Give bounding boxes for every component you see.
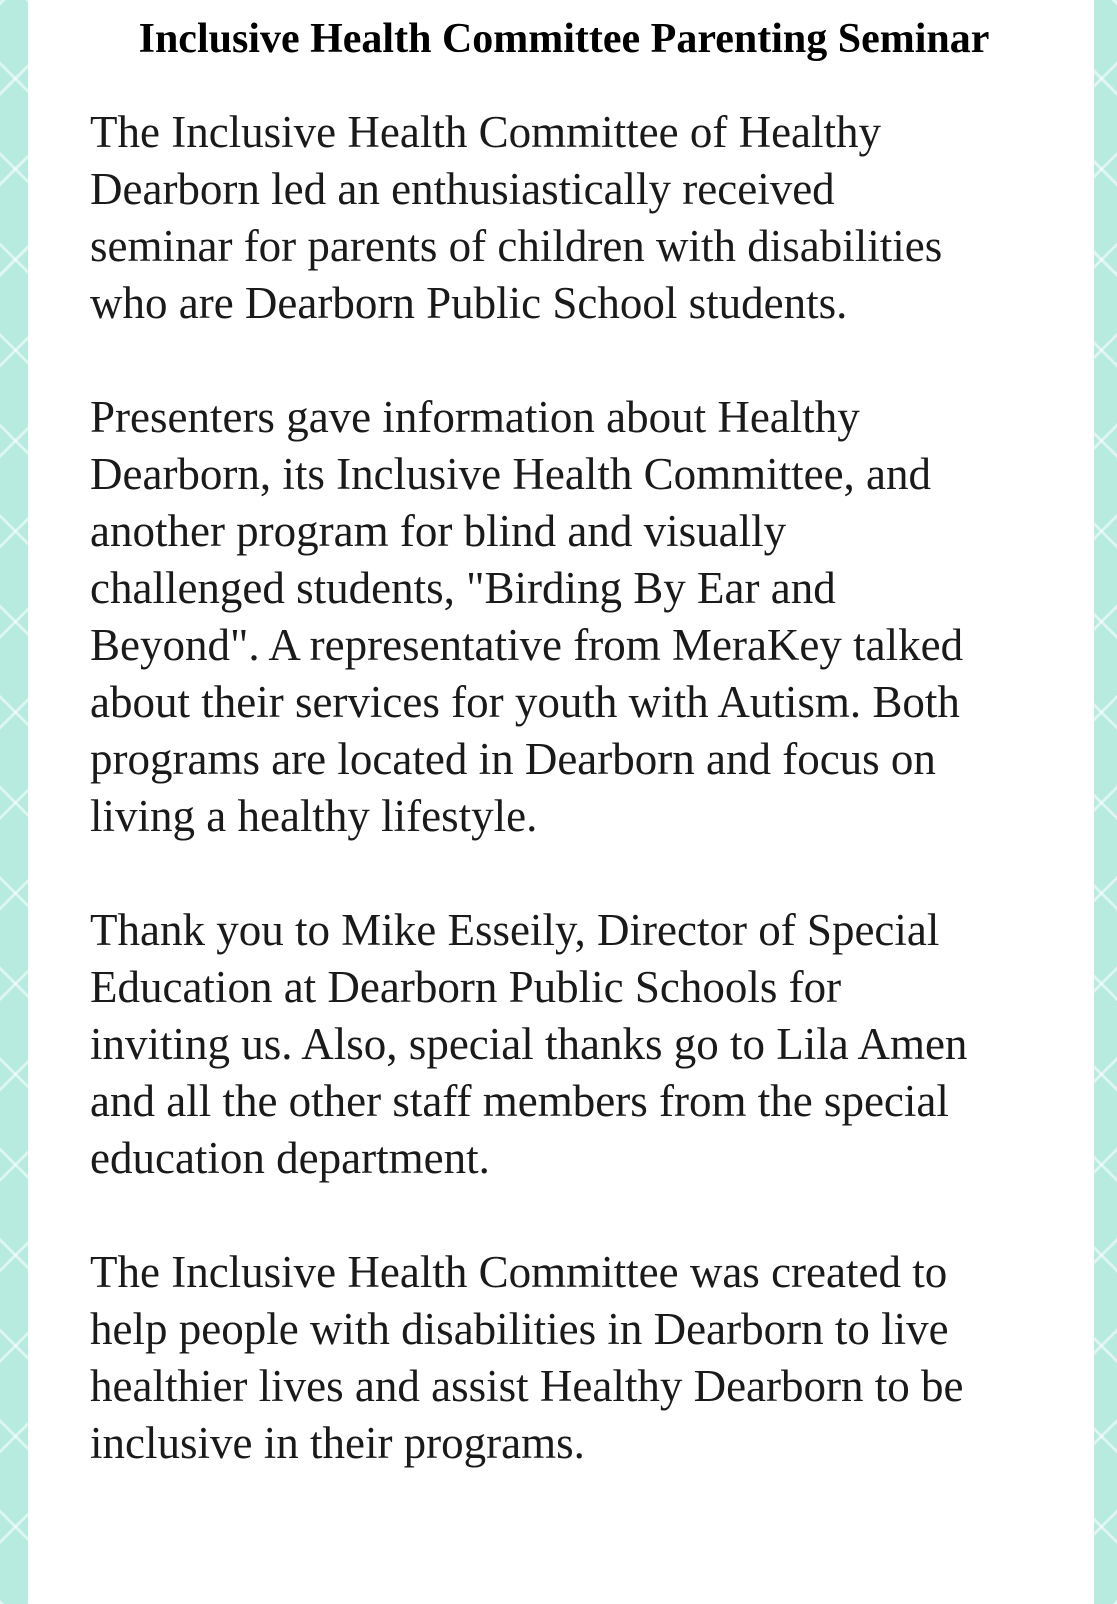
article-body xyxy=(90,104,1038,1472)
article-card xyxy=(28,0,1094,1604)
paragraph-thanks: Thank you to Mike Esseily, Director of Special Education at Dearborn Public Schools for inviting us. Also, special thanks go to Lila Amen and all the other staff members from the special education department. xyxy=(90,905,968,1183)
article-title: Inclusive Health Committee Parenting Seminar xyxy=(138,16,990,62)
paragraph-committee-purpose: The Inclusive Health Committee was created to help people with disabilities in Dearborn to live healthier lives and assist Healthy Dearborn to be inclusive in their programs. xyxy=(90,1247,964,1468)
paragraph-presenters: Presenters gave information about Healthy Dearborn, its Inclusive Health Committee, and another program for blind and visually challenged students, "Birding By Ear and Beyond". A representative from MeraKey talked about their services for youth with Autism. Both programs are located in Dearborn and focus on living a healthy lifestyle. xyxy=(90,392,964,841)
paragraph-seminar-intro: The Inclusive Health Committee of Healthy Dearborn led an enthusiastically received seminar for parents of children with disabilities who are Dearborn Public School students. xyxy=(90,107,943,328)
